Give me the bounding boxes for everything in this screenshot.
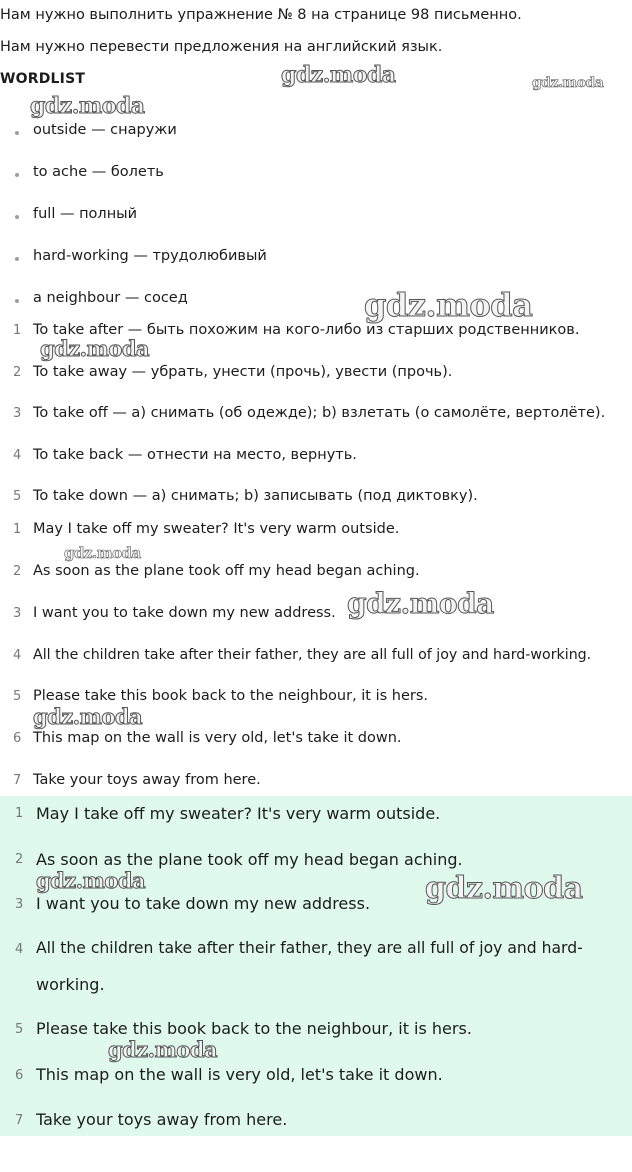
item-number: 5 bbox=[13, 689, 22, 704]
sentence-item: Take your toys away from here. bbox=[33, 772, 261, 788]
watermark: gdz.moda bbox=[425, 871, 583, 906]
item-number: 7 bbox=[13, 773, 22, 788]
answer-item: All the children take after their father, they are all full of joy and hard- bbox=[36, 939, 583, 957]
bullet-icon bbox=[15, 257, 19, 261]
answer-item: Take your toys away from here. bbox=[36, 1110, 288, 1129]
item-number: 2 bbox=[13, 365, 22, 380]
item-number: 7 bbox=[15, 1113, 24, 1128]
intro-line-2: Нам нужно перевести предложения на английский язык. bbox=[0, 39, 443, 55]
sentence-item: As soon as the plane took off my head began aching. bbox=[33, 563, 420, 579]
watermark: gdz.moda bbox=[36, 868, 146, 893]
watermark: gdz.moda bbox=[30, 93, 145, 119]
answer-item: As soon as the plane took off my head began aching. bbox=[36, 850, 463, 869]
answer-item: Please take this book back to the neighbour, it is hers. bbox=[36, 1019, 472, 1038]
watermark: gdz.moda bbox=[108, 1037, 218, 1062]
bullet-icon bbox=[15, 215, 19, 219]
item-number: 6 bbox=[15, 1068, 24, 1083]
watermark: gdz.moda bbox=[364, 286, 533, 324]
item-number: 2 bbox=[15, 852, 24, 867]
item-number: 4 bbox=[15, 942, 24, 957]
wordlist-item: a neighbour — сосед bbox=[33, 290, 188, 306]
answer-item: I want you to take down my new address. bbox=[36, 894, 371, 913]
item-number: 4 bbox=[13, 448, 22, 463]
wordlist-item: full — полный bbox=[33, 206, 138, 222]
watermark: gdz.moda bbox=[64, 544, 141, 562]
item-number: 5 bbox=[15, 1022, 24, 1037]
answer-item-continuation: working. bbox=[36, 975, 105, 994]
sentence-item: This map on the wall is very old, let's take it down. bbox=[33, 730, 402, 746]
item-number: 1 bbox=[15, 806, 24, 821]
bullet-icon bbox=[15, 299, 19, 303]
answer-item: This map on the wall is very old, let's take it down. bbox=[36, 1065, 443, 1084]
phrasal-item: To take away — убрать, унести (прочь), увести (прочь). bbox=[33, 364, 453, 380]
item-number: 1 bbox=[13, 522, 22, 537]
item-number: 2 bbox=[13, 564, 22, 579]
wordlist-heading: WORDLIST bbox=[0, 71, 86, 87]
intro-line-1: Нам нужно выполнить упражнение № 8 на странице 98 письменно. bbox=[0, 7, 522, 23]
watermark: gdz.moda bbox=[347, 587, 494, 620]
item-number: 3 bbox=[15, 897, 24, 912]
bullet-icon bbox=[15, 131, 19, 135]
answer-block bbox=[0, 796, 632, 1136]
watermark: gdz.moda bbox=[281, 62, 396, 88]
item-number: 5 bbox=[13, 489, 22, 504]
phrasal-item: To take off — a) снимать (об одежде); b) взлетать (о самолёте, вертолёте). bbox=[33, 405, 606, 421]
item-number: 3 bbox=[13, 406, 22, 421]
item-number: 1 bbox=[13, 323, 22, 338]
sentence-item: May I take off my sweater? It's very warm outside. bbox=[33, 521, 400, 537]
watermark: gdz.moda bbox=[40, 336, 150, 361]
answer-item: May I take off my sweater? It's very warm outside. bbox=[36, 804, 441, 823]
wordlist-item: to ache — болеть bbox=[33, 164, 164, 180]
sentence-item: All the children take after their father, they are all full of joy and hard-working. bbox=[33, 647, 592, 663]
sentence-item: I want you to take down my new address. bbox=[33, 605, 336, 621]
item-number: 3 bbox=[13, 606, 22, 621]
wordlist-item: hard-working — трудолюбивый bbox=[33, 248, 267, 264]
phrasal-item: To take back — отнести на место, вернуть. bbox=[33, 447, 357, 463]
phrasal-item: To take after — быть похожим на кого-либо из старших родственников. bbox=[33, 322, 580, 338]
wordlist-item: outside — снаружи bbox=[33, 122, 177, 138]
phrasal-item: To take down — a) снимать; b) записывать (под диктовку). bbox=[33, 488, 478, 504]
bullet-icon bbox=[15, 173, 19, 177]
watermark: gdz.moda bbox=[532, 75, 604, 91]
watermark: gdz.moda bbox=[33, 704, 143, 729]
sentence-item: Please take this book back to the neighbour, it is hers. bbox=[33, 688, 429, 704]
item-number: 6 bbox=[13, 731, 22, 746]
item-number: 4 bbox=[13, 648, 22, 663]
